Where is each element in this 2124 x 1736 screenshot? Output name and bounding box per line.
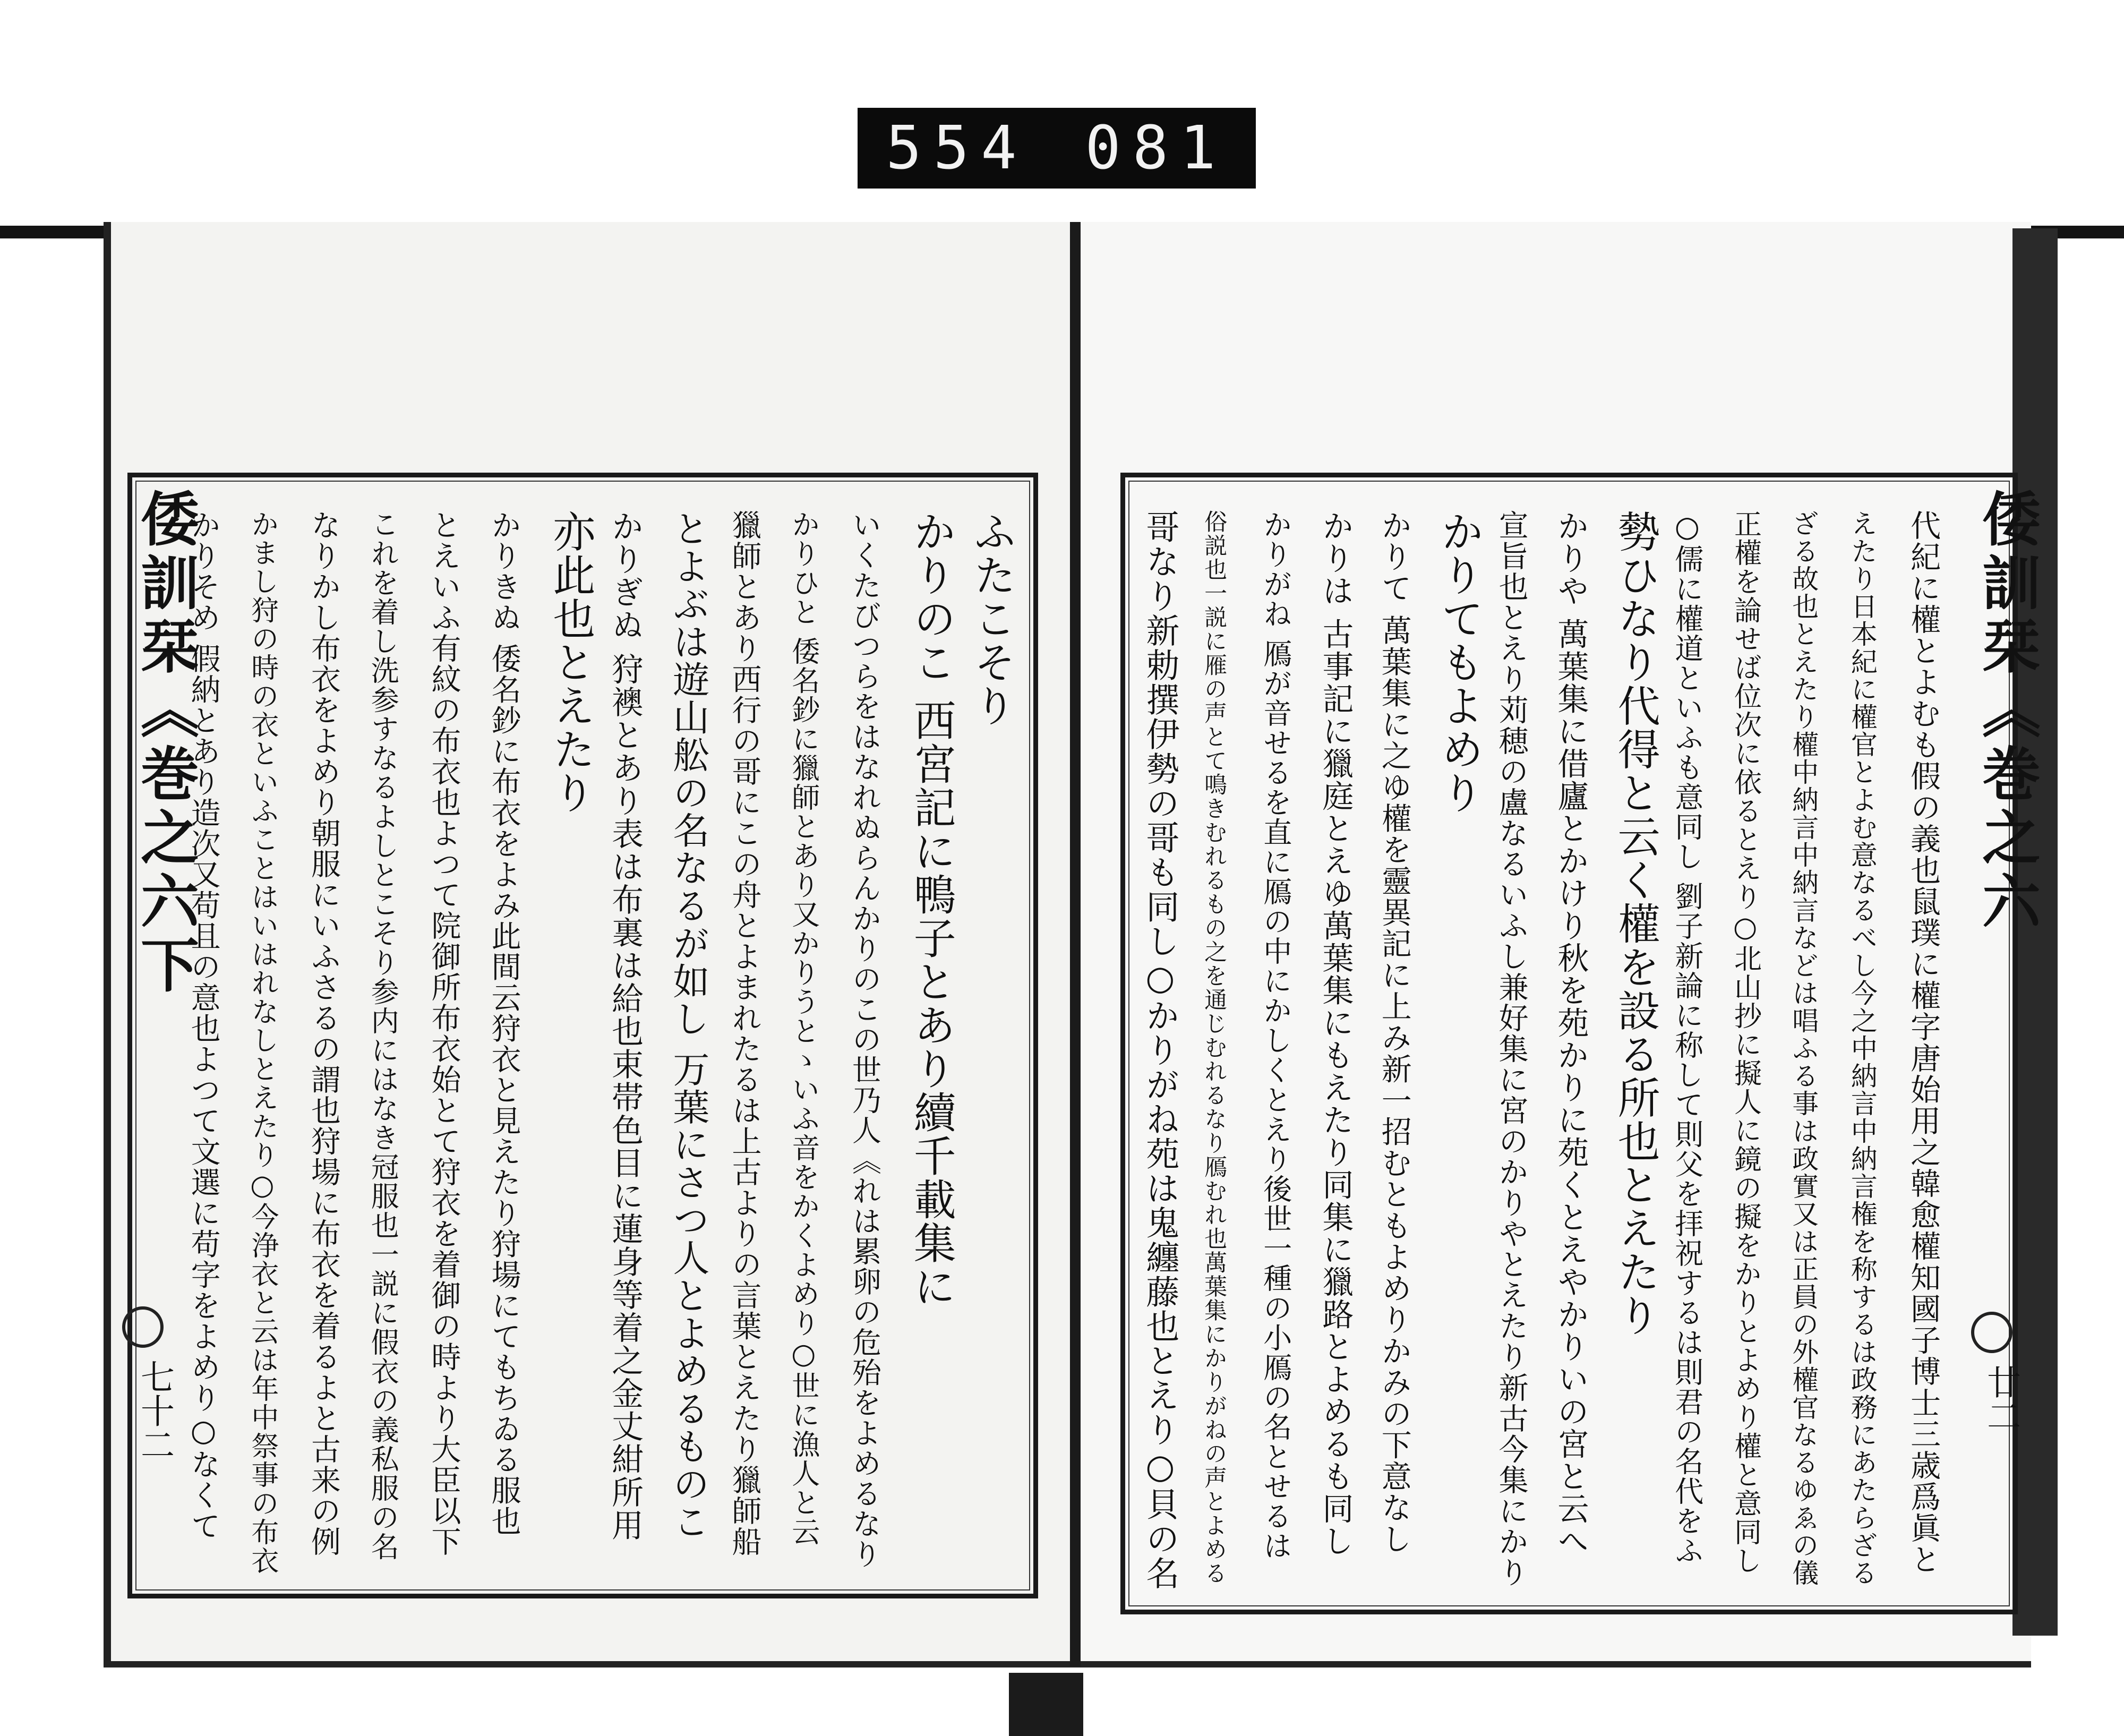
text-column: 代紀に權とよむも假の義也鼠璞に權字唐始用之韓愈權知國子博士三歳爲眞と	[1905, 510, 1941, 1575]
text-column: ざる故也とえたり權中納言中納言などは唱ふる事は政實又は正員の外權官なるゆゑの儀	[1788, 510, 1819, 1587]
text-column: 哥なり新勅撰伊勢の哥も同し○かりがね苑は鬼纏藤也とえり○貝の名	[1141, 510, 1180, 1590]
text-column: 俗説也一説に雁の声とて鳴きむれるもの之を通じむれるなり鴈むれ也萬葉集にかりがねの声とよめる	[1201, 510, 1228, 1585]
frame-number-frame: 081	[1085, 114, 1228, 183]
text-column: かりや 萬葉集に借廬とかけり秋を苑かりに苑くとえやかりいの宮と云へ	[1552, 510, 1589, 1558]
text-column: とえいふ有紋の布衣也よつて院御所布衣始とて狩衣を着御の時より大臣以下	[426, 510, 461, 1557]
text-column: 勢ひなり代得と云く權を設る所也とえたり	[1611, 510, 1660, 1337]
text-column: かりは 古事記に獵庭とえゆ萬葉集にもえたり同集に獵路とよめるも同し	[1317, 510, 1354, 1558]
text-column: かりてもよめり	[1434, 510, 1484, 815]
left-folio-circle	[122, 1306, 164, 1348]
left-page-header: 倭訓栞《巻之六下	[131, 489, 200, 998]
text-column: 正權を論せば位次に依るとえり○北山抄に擬人に鏡の擬をかりとよめり權と意同し	[1729, 510, 1761, 1575]
text-column: かりて 萬葉集に之ゆ權を靈異記に上み新一招むともよめりかみの下意なし	[1376, 510, 1412, 1555]
text-column: かりそめ 假納とあり造次又苟且の意也よつて文選に苟字をよめり○なくて	[186, 510, 221, 1542]
frame-number-label	[858, 108, 1256, 189]
text-column: 宣旨也とえり苅穂の盧なるいふし兼好集に宮のかりやとえたり新古今集にかり	[1494, 510, 1529, 1588]
frame-number-reel: 554	[886, 114, 1029, 183]
text-column: かりひと 倭名鈔に獵師とあり又かりうとゝいふ音をかくよめり○世に漁人と云	[787, 510, 820, 1546]
spine-base	[1009, 1673, 1083, 1736]
text-column: かりぎぬ 狩襖とあり表は布裏は給也束帯色目に蓮身等着之金丈紺所用	[606, 510, 644, 1542]
text-column: ○儒に權道といふも意同し 劉子新論に称して則父を拝祝するは則君の名代をふ	[1670, 510, 1704, 1566]
text-column: かりきぬ 倭名鈔に布衣をよみ此間云狩衣と見えたり狩場にてもちゐる服也	[486, 510, 521, 1537]
text-column: 獵師とあり西行の哥にこの舟とよまれたるは上古よりの言葉とえたり獵師船	[727, 510, 762, 1557]
text-column: これを着し洗参すなるよしとこそり参内にはなき冠服也一説に假衣の義私服の名	[366, 510, 399, 1561]
text-column: かまし狩の時の衣といふことはいはれなしとえたり○今浄衣と云は年中祭事の布衣	[246, 510, 278, 1575]
text-column: なりかし布衣をよめり朝服にいふさるの謂也狩場に布衣を着るよと古来の例	[306, 510, 341, 1557]
text-column: とよぶは遊山舩の名なるが如し 万葉にさつ人とよめるものこ	[666, 510, 709, 1541]
right-folio-circle	[1971, 1312, 2012, 1353]
text-column: 亦此也とえたり	[545, 510, 595, 815]
text-column: えたり日本紀に權官とよむ意なるべし今之中納言中納言権を称するは政務にあたらざる	[1846, 510, 1878, 1587]
right-page-folio: 廿二	[1981, 1365, 2020, 1433]
text-column: かりのこ 西宮記に鴨子とあり續千載集に	[906, 510, 956, 1309]
text-column: ふたこそり	[966, 510, 1016, 728]
book-spine	[1070, 222, 1081, 1666]
text-column: かりがね 鴈が音せるを直に鴈の中にかしくとえり後世一種の小鴈の名とせるは	[1258, 510, 1292, 1561]
text-column: いくたびつらをはなれぬらんかりのこの世乃人《れは累卵の危殆をよめるなり	[847, 510, 881, 1569]
right-page-header: 倭訓栞《巻之六	[1973, 489, 2041, 935]
left-page-folio: 七十二	[135, 1359, 174, 1461]
